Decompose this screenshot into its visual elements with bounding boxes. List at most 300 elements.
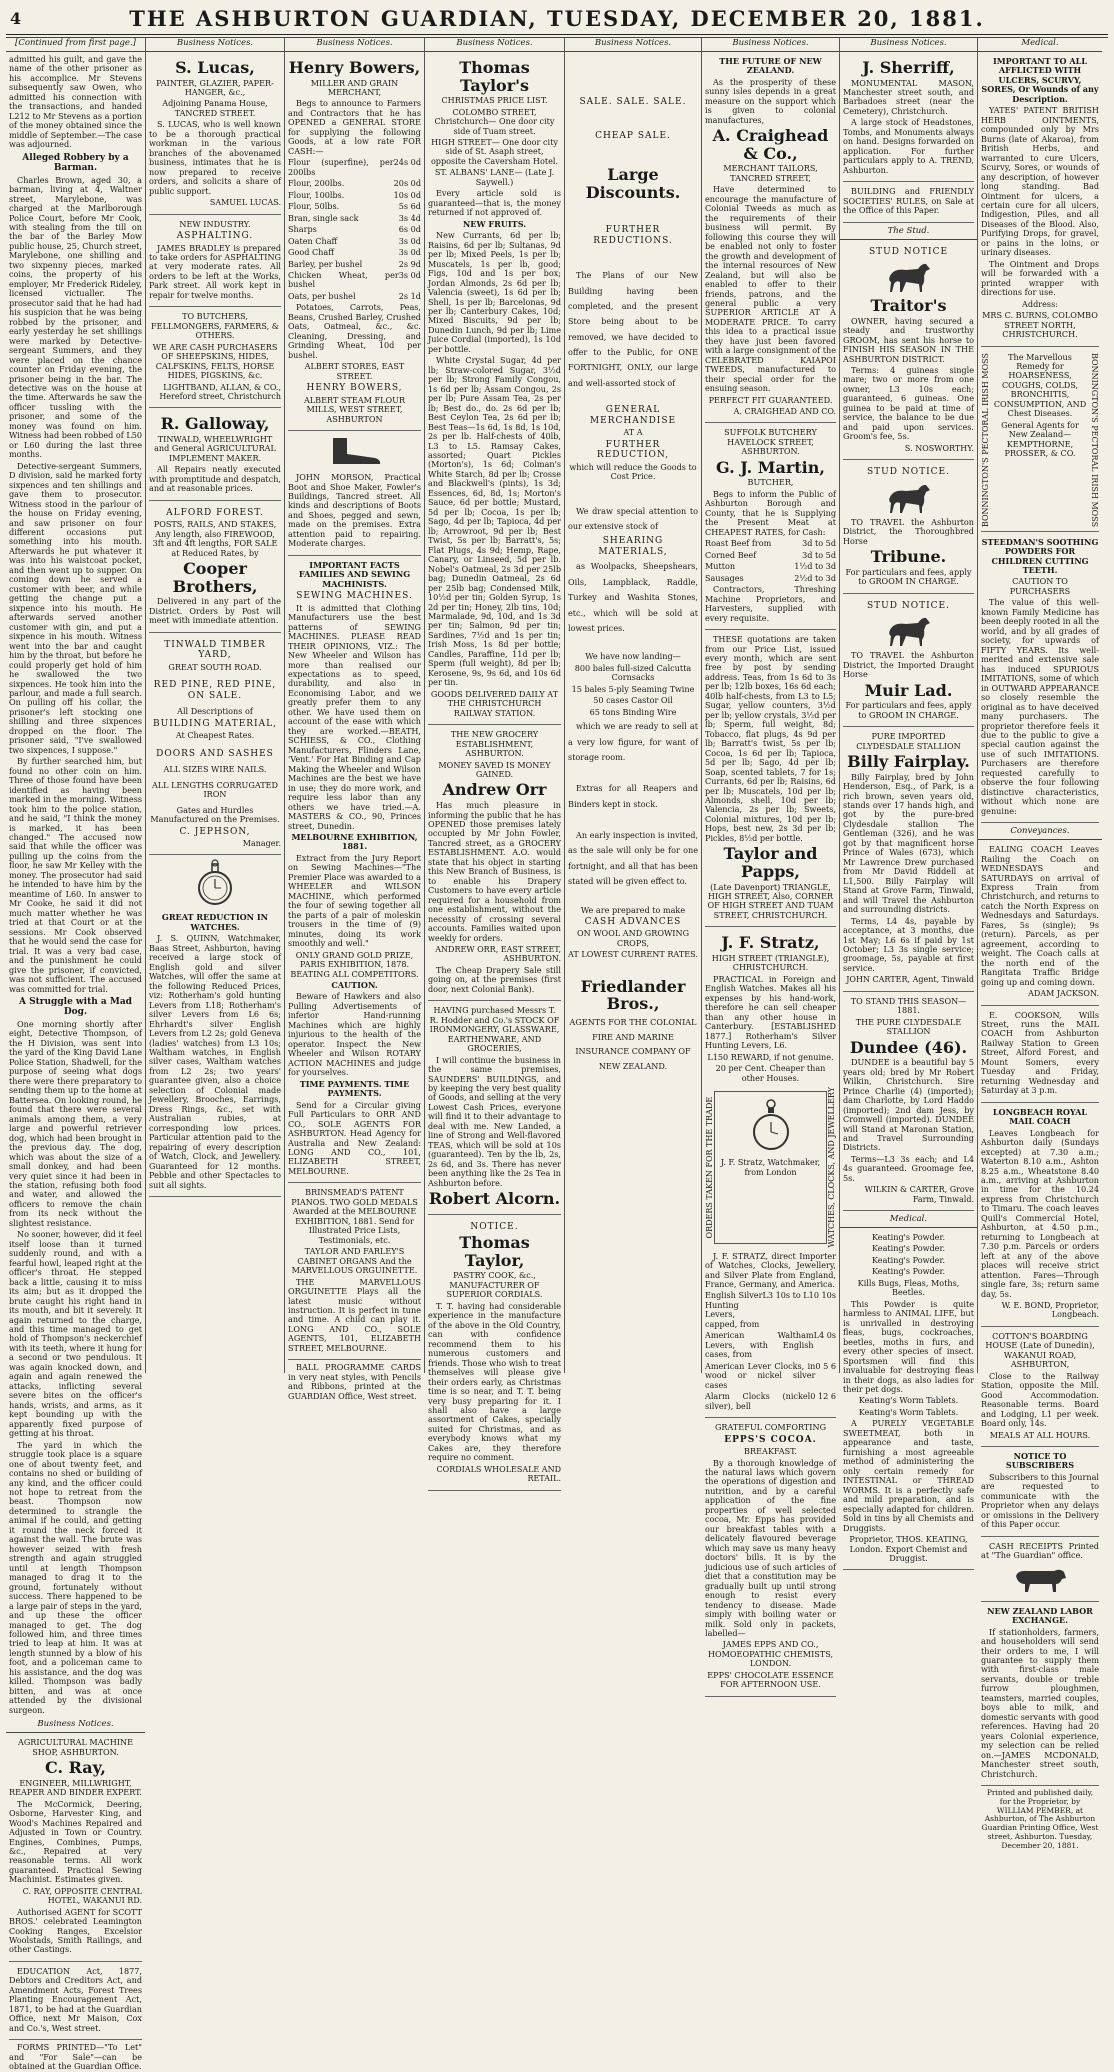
dundee-signature: WILKIN & CARTER, Grove Farm, Tinwald. (864, 1185, 974, 1204)
tribune-ad (843, 463, 974, 593)
sherriff-ad (843, 55, 974, 182)
wool-crops: ON WOOL AND GROWING CROPS, (576, 928, 690, 948)
cooper-name: Cooper Brothers, (172, 559, 258, 596)
tinwald-sub: GREAT SOUTH ROAD. (168, 661, 262, 672)
price-row-item: Oaten Chaff (288, 235, 338, 246)
grocery-saved: MONEY SAVED IS MONEY GAINED. (438, 759, 551, 779)
melbourne-body: Extract from the Jury Report on Sewing Machines—"The Premier Place was awarded to a WHEELER and WILSON MACHINE, which performed the four of sewing together all the parts of a pair of moleskin trousers in the time of (9) minutes, doing its work smoothly and well." (288, 852, 421, 949)
dundee-body: DUNDEE is a beautiful bay 5 years old; bred by Mr Robert Wilkin, Christchurch. Sire Prince Charlie (4) (imported); dam Charlotte, by Lord Haddo (imported); 2nd dam Jess, by Cromwell (imported). DUNDEE will Stand at Maronan Station, and Travel Surrounding Districts. (843, 1057, 974, 1153)
goods-delivered: GOODS DELIVERED DAILY AT THE CHRISTCHURCH RAILWAY STATION. (430, 688, 559, 718)
stratz-cheap: 20 per Cent. Cheaper than other Houses. (715, 1063, 826, 1083)
meat-price-row-price: 3d to 5d (802, 549, 836, 560)
butchers-title: TO BUTCHERS, FELLMONGERS, FARMERS, & OTHERS. (151, 311, 279, 341)
business-notices-header: Business Notices. (565, 38, 701, 52)
grocery-title: THE NEW GROCERY ESTABLISHMENT, ASHBURTON. (450, 729, 539, 759)
epps-chocolate: EPPS' CHOCOLATE ESSENCE FOR AFTERNOON USE. (707, 1669, 834, 1690)
watches-title: GREAT REDUCTION IN WATCHES. (161, 912, 269, 932)
pocket-watch-icon (751, 1096, 791, 1156)
friedlander-agents: AGENTS FOR THE COLONIAL FIRE AND MARINE INSURANCE COMPANY OF NEW ZEALAND. (569, 1017, 697, 1071)
tribune-signature: For particulars and fees, apply to GROOM IN CHARGE. (845, 566, 972, 587)
butchers-signature: LIGHTBAND, ALLAN, & CO., Hereford street, Christchurch (159, 382, 281, 401)
sewing-sub: SEWING MACHINES. (296, 591, 413, 602)
orr-ad (428, 728, 561, 1001)
price-row-item: Good Chaff (288, 247, 334, 258)
billy-ad (843, 730, 974, 992)
robbery-paragraph: By further searched him, but found no other coin on him. Three of those found have been identified as having been marked in the morning. Witness took him to the police station, and he said, "I think the money is marked, it has been changed." The accused now said that while the officer was pulling up the coins from the floor, he saw Mr Kelley with the money. The prosecutor had said he intended to have him by the meantime of L60. In answer to Mr Cooke, he said it did not much matter whether he was tried at that Court or at the sessions. Mr Cook observed that he would send the case for trial. It was a very bad case, and the punishment he could give the prisoner, if convicted, was not sufficient. The accused was committed for trial. (9, 756, 142, 994)
bowers-signature: HENRY BOWERS, (306, 383, 403, 394)
tinwald-signature: C. JEPHSON, (179, 826, 251, 837)
taylor-papps-ad (705, 633, 836, 927)
worm-line: Keating's Worm Tablets. (858, 1406, 959, 1417)
billy-title: PURE IMPORTED CLYDESDALE STALLION (856, 731, 961, 751)
price-row-item: Sharps (288, 224, 317, 235)
nz-body: As the prosperity of these sunny isles depends in a great measure on the support which is given to colonial manufactures, (705, 76, 836, 125)
stratz-watch-prices (705, 1291, 836, 1411)
bonnington-agents: General Agents for New Zealand— KEMPTHORNE, PROSSER, & CO. (1001, 419, 1079, 459)
shearing-body: as Woolpacks, Sheepshears, Oils, Lampblack, Raddle, Turkey and Washita Stones, etc., which will be sold at lowest prices. (568, 561, 698, 633)
bowers-ad (288, 55, 421, 431)
price-row-price: 2s 1d (398, 290, 421, 301)
galloway-sub: TINWALD, WHEELWRIGHT and General AGRICULTURAL IMPLEMENT MAKER. (154, 433, 276, 463)
ball-cards: BALL PROGRAMME CARDS in very neat styles, with Pencils and Ribbons, printed at the GUARDIAN Office, West street. (288, 1362, 421, 1401)
horse-icon (884, 481, 934, 515)
cray-intro: AGRICULTURAL MACHINE SHOP, ASHBURTON. (17, 1737, 133, 1757)
orr-body: Has much pleasure in informing the public that he has OPENED those premises lately occupied by Mr John Fowler, Tancred street, as a GROCERY ESTABLISHMENT. A.O. would state that his object in starting this New Branch of Business, is to enable his Drapery Customers to have every article required for a household from one establishment, without the necessity of crossing several accounts. Families waited upon weekly for orders. (428, 800, 561, 943)
cookson-body: E. COOKSON, Wills Street, runs the MAIL COACH from Ashburton Railway Station to Green Street, Alford Forest, and Mount Somers, every Tuesday and Friday, returning Wednesday and Saturday at 3 p.m. (981, 1009, 1099, 1096)
price-row-price: 2s 9d (398, 258, 421, 269)
burns-address: MRS C. BURNS, COLOMBO STREET NORTH, CHRISTCHURCH. (982, 310, 1098, 340)
keating-kills: Kills Bugs, Fleas, Moths, Beetles. (857, 1277, 960, 1298)
dog-paragraph: No sooner, however, did it feel itself loose than it turned suddenly round, and with a fearful howl, leaped right at the officer's throat. He stepped back a little, causing it to miss its aim; but as it dropped the brute caught his right hand in its mouth, and bit it severely. It again returned to the charge, and this time managed to get hold of Thompson's neckerchief with its teeth, where it hung for a second or two pendulous. It was again knocked down, and again and again renewed the attacks, inflicting several severe bites on the officer's hands, wrists, and arms, as it kept bounding up with the apparently fixed purpose of getting at his throat. (9, 1229, 142, 1439)
keating-lines (843, 1233, 974, 1277)
further-reductions: FURTHER REDUCTIONS. (593, 225, 673, 246)
martin-sub: BUTCHER, (747, 477, 794, 488)
cow-icon (1010, 1564, 1070, 1594)
price-row (288, 260, 421, 269)
price-row (288, 158, 421, 177)
lucas-signature: SAMUEL LUCAS. (209, 198, 281, 208)
traitor-signature: S. NOSWORTHY. (904, 443, 974, 453)
address-title: Address: (1022, 298, 1058, 309)
steedman-title: STEEDMAN'S SOOTHING POWDERS FOR CHILDREN CUTTING TEETH. (981, 536, 1099, 575)
hodder-ad (428, 1004, 561, 1215)
meat-price-list (705, 539, 836, 583)
bonnington-ad (981, 351, 1099, 532)
watch-price-row (705, 1291, 836, 1329)
martin-more: Contractors, Threshing Machine Proprietors, and Harvesters, supplied with every requisite. (705, 584, 836, 623)
price-row (288, 248, 421, 257)
price-row-price: 5s 6d (398, 201, 421, 212)
column-2 (146, 38, 285, 1373)
column-1 (6, 38, 146, 2072)
price-row-item: Flour (superfine), per 200lbs (288, 157, 394, 177)
landing-item: 50 cases Castor Oil (593, 695, 673, 706)
bowers-address: ALBERT STORES, EAST STREET. (304, 361, 405, 381)
stud-notice-2: STUD NOTICE. (867, 467, 950, 478)
keating-body: This Powder is quite harmless to ANIMAL LIFE, but is unrivalled in destroying fleas, bugs, cockroaches, beetles, moths in furs, and every other species of insect. Sportsmen will find this invaluable for destroying fleas in their dogs, as also ladies for their pet dogs. (843, 1298, 974, 1395)
column-3 (285, 38, 425, 1401)
meat-price-row-item: Sausages (705, 572, 744, 583)
stratz-sub: HIGH STREET (TRIANGLE), CHRISTCHURCH. (711, 953, 830, 973)
sewing-ad (288, 559, 421, 1184)
keating-line: Keating's Powder. (871, 1231, 946, 1242)
price-row (288, 225, 421, 234)
watch-price-row-item: English Silver Hunting Levers, capped, from (705, 1290, 763, 1329)
fruits-title: NEW FRUITS. (462, 218, 527, 229)
inspection-text: An early inspection is invited, as the sale will only be for one fortnight, and all that has been stated will be given effect to. (568, 830, 698, 887)
bowers-name: Henry Bowers, (288, 57, 421, 77)
watches-body: J. S. QUINN, Watchmaker, Baas Street, Ashburton, having received a large stock of English gold and silver Watches, will offer the same at the following Reduced Prices, viz: Rotherham's gold hunting Levers from L18; Rotherham's silver Levers from L6 6s; Ehrhardt's silver English Levers from L2 2s; gold Geneva (ladies' watches) from L3 10s; Waltham watches, in English silver cases, Waltham watches from L2 2s; two years' guarantee given, also a choice selection of Colonial made Jewellery, Brooches, Earrings, Dress Rings, &c., set with Australian rubies, at corresponding low prices. Particular attention paid to the repairing of every description of Watch, Clock, and Jewellery. Guaranteed for 12 months. Pebble and other Spectacles to suit all sights. (149, 933, 281, 1190)
price-row (288, 179, 421, 188)
price-row (288, 191, 421, 200)
ealing-signature: ADAM JACKSON. (1028, 989, 1099, 999)
tt-body: T. T. having had considerable experience in the manufacture of the above in the Old Country, can with confidence recommend them to his numerous customers and friends. Those who wish to treat themselves will please give their orders early, as Christmas time is so near, and T. T. being very busy preparing for it. I shall also have a large assortment of Cakes, specially suited for Christmas, and as everybody knows what my Cakes are, they therefore require no comment. (428, 1300, 561, 1463)
horse-icon (884, 260, 934, 294)
landing-item: 65 tons Binding Wire (589, 706, 677, 717)
worms-body: A PURELY VEGETABLE SWEETMEAT, both in appearance and taste, furnishing a most agreeable method of administering the only certain remedy for INTESTINAL or THREAD WORMS. It is a perfectly safe and mild preparation, and is especially adapted for children. Sold in tins by all Chemists and Druggists. (843, 1418, 974, 1533)
article-intro: admitted his guilt, and gave the name of the other prisoner as his accomplice. Mr Stevens subsequently saw Owen, who admitted his connection with the transactions, and handed L212 to Mr Stevens as a portion of the money obtained since the middle of September.—The case was adjourned. (9, 53, 142, 150)
robbery-paragraph: Detective-sergeant Summers, D division, said he marked forty sixpences and ten shillings and gave them to prosecutor. Witness stood in the parlour of the house on Friday evening, and saw prisoner on four different occasions put something into his mouth. Afterwards he put whatever it was into his waistcoat pocket, and then went up to supper. On coming down he served a customer with beer, and while getting the change put a sixpence into his mouth. He afterwards served another customer with gin, and put a sixpence in his mouth. Witness went into the bar and caught him by the throat, but before he could properly get hold of him he swallowed the two sixpences. He took him into the parlour, and made a full search. On pulling off his collar, the prisoner's left stocking one shilling and three sixpences dropped on the floor. The prisoner said, "I've swallowed two sixpences, I suppose." (9, 460, 142, 755)
newspaper-title: THE ASHBURTON GUARDIAN, TUESDAY, DECEMBER 20, 1881. (129, 6, 985, 31)
butchers-body: WE ARE CASH PURCHASERS OF SHEEPSKINS, HIDES, CALFSKINS, FELTS, HORSE HIDES, PIGSKINS, &c. (152, 341, 278, 381)
quotes-body: THESE quotations are taken from our Price List, issued every month, which are sent free by post by sending address. Teas, from 1s 6d to 3s per lb; 12lb boxes, 16s 6d each; 40lb half-chests, from L3 to L5; Sugar, yellow counters, 3½d per lb; yellow crystals, 3½d per lb; Sperm, full weight, 8d; Tobacco, flat plugs, 4s 9d per lb; Barratt's twist, 5s per lb; Cocoa, 1s 6d per lb; Tapioca, 5d per lb; Sago, 4d per lb; Soap, scented tablets, 7 for 1s; Currants, 6d per lb; Raisins, 6d per lb; Muscatels, 10d per lb; Almonds, shell, 10d per lb; Valencia, 2s per lb; Sweets, Colonial mixtures, 10d per lb; Hops, best new, 2s 3d per lb; Pickles, 8½d per bottle. (705, 634, 836, 843)
cray-name: C. Ray, (45, 1758, 106, 1778)
tribune-name: Tribune. (870, 547, 947, 567)
cheap-sale: CHEAP SALE. (595, 131, 671, 142)
bowers-sub: MILLER AND GRAIN MERCHANT, (310, 77, 399, 97)
alford-body: POSTS, RAILS, AND STAKES, Any length, also FIREWOOD, 3ft and 4ft lengths, FOR SALE at Reduced Rates, by (152, 519, 278, 558)
business-notices-header: Business Notices. (146, 38, 284, 52)
boot-icon (325, 434, 385, 468)
stratz-reward: L150 REWARD, if not genuine. (707, 1051, 834, 1062)
dundee-name: Dundee (46). (849, 1037, 968, 1057)
price-row-price: 3s 0d (398, 247, 421, 258)
stratz-watch-caption: J. F. Stratz, Watchmaker, from London (720, 1158, 821, 1177)
traitor-ad (843, 243, 974, 461)
muir-ad (843, 597, 974, 727)
taylor-guarantee: Every article sold is guaranteed—that is, the money returned if not approved of. (428, 188, 561, 218)
cooper-body: Delivered in any part of the District. Orders by Post will meet with immediate attention. (149, 596, 281, 626)
craighead-sub: MERCHANT TAILORS, TANCRED STREET, (723, 163, 818, 183)
labor-title: NEW ZEALAND LABOR EXCHANGE. (987, 1605, 1093, 1626)
meat-price-row (705, 562, 836, 571)
bonnington-remedy: The Marvellous Remedy for HOARSENESS, COUGHS, COLDS, BRONCHITIS, CONSUMPTION, AND Chest Diseases. (993, 351, 1087, 419)
stratz-body: PRACTICAL in Foreign and English Watches. Makes all his expenses by his hand-work, therefore he can sell cheaper than any other house in Canterbury. [ESTABLISHED 1877.] Rotherham's Silver Hunting Levers, L6. (705, 973, 836, 1051)
price-row (288, 202, 421, 211)
tinwald-pine: RED PINE, RED PINE, ON SALE. (153, 680, 277, 701)
keating-ad (843, 1231, 974, 1570)
sherriff-body: A large stock of Headstones, Tombs, and Monuments always on hand. Designs forwarded on application. For further particulars apply to A. TREND, Ashburton. (843, 117, 974, 175)
grocery-list: White Crystal Sugar, 4d per lb; Straw-colored Sugar, 3½d per lb; Strong Family Congou, 1s 6d per lb; Assam Congou, 2s per lb; Pure Assam Tea, 2s per lb; Best do., do. 2s 6d per lb; Best Ceylon Tea, 2s 6d per lb; Best Teas—1s 6d, 1s 8d, 1s 10d, 2s per lb. Half-chests of 40lb, L3 to L5. Ramsay Cakes, assorted; Quart Pickles (Morton's), 1s 6d; Colman's White Starch, 8d per lb; Crosse and Blackwell's (pints), 1s 3d; Essences, 6d, 8d, 1s; Morton's Sauce, 6d per bottle; Mustard, 5d per lb; Cocoa, 1s per lb; Sago, 4d per lb; Tapioca, 4d per lb; Arrowroot, 9d per lb; Best Twist, 5s per lb; Barratt's, 5s; Flat Plugs, 4s 9d; Hemp, Rape, Canary, or Linseed, 5d per lb. Nobel's Oatmeal, 2s 3d per 25lb bag; Dunedin Oatmeal, 2s 6d per 25lb bag; Condensed Milk, 10½d per tin; Golden Syrup, 1s 2d per tin; Honey, 2lb tins, 10d; Marmalade, 9d, 10d, and 1s 3d per tin; Salmon, 9d per tin; Sardines, 7½d and 1s per tin; Irish Moss, 1s 8d per bottle; Candles, Paraffine, 11d per lb; Sperm (full weight), 8d per lb; Kerosene, 9s, 9s 6d, and 10s 6d per tin. (428, 355, 561, 688)
continued-label: [Continued from first page.] (6, 38, 145, 52)
epps-signature: JAMES EPPS AND CO., HOMOEOPATHIC CHEMISTS, LONDON. (707, 1639, 834, 1669)
morson-body: JOHN MORSON, Practical Boot and Shoe Maker, Fowler's Buildings, Tancred street. All kinds and descriptions of Boots and Shoes, pegged and sewn, made on the premises. Extra attention paid to repairing. Moderate charges. (288, 472, 421, 549)
asphalting-title: NEW INDUSTRY. (179, 218, 251, 229)
orr-name: Andrew Orr (442, 780, 547, 800)
meat-price-row (705, 551, 836, 560)
longbeach-body: Leaves Longbeach for Ashburton daily (Sundays excepted) at 7.30 a.m.; Waterton 8.10 a.m., Ashton 8.25 a.m., Wheatstone 8.40 a.m., arriving at Ashburton in time for the 10.24 express from Christchurch to Timaru. The coach leaves Quill's Commercial Hotel, Ashburton, at 4.50 p.m., returning to Longbeach at 7.30 p.m. Parcels or orders left at any of the above places will receive strict attention. Fares—Through single fare, 3s; return same day, 5s. (981, 1127, 1099, 1299)
circular-body: Send for a Circular giving Full Particulars to ORR AND CO., SOLE AGENTS FOR ASHBURTON. Head Agency for Australia and New Zealand: LONG AND CO., 101, ELIZABETH STREET, MELBOURNE. (288, 1099, 421, 1176)
columns (6, 37, 1108, 2072)
melbourne-title: MELBOURNE EXHIBITION, 1881. (291, 831, 418, 852)
taylor-papps-name: Taylor and Papps, (723, 844, 818, 881)
paris-prize: ONLY GRAND GOLD PRIZE, PARIS EXHIBITION, 1878. BEATING ALL COMPETITORS. (290, 949, 419, 979)
ealing-ad (981, 843, 1099, 1005)
sherriff-name: J. Sherriff, (862, 57, 955, 77)
bonnington-vertical-right: BONNINGTON'S PECTORAL IRISH MOSS (1090, 352, 1099, 527)
tt-sub: PASTRY COOK, &c., MANUFACTURER OF SUPERIOR CORDIALS. (446, 1270, 543, 1300)
landing-item: 800 bales full-sized Calcutta Cornsacks (574, 662, 692, 683)
yates-body-2: The Ointment and Drops will be forwarded with a printed wrapper with directions for use. (981, 258, 1099, 298)
lucas-ad (149, 55, 281, 215)
steedman-body: The value of this well-known Family Medicine has been deeply rooted in all the world, and by all grades of society, for upwards of FIFTY YEARS. Its well-merited and extensive sale has induced SPURIOUS IMITATIONS, some of which in OUTWARD APPEARANCE so closely resemble the original as to have deceived many purchasers. The proprietor therefore feels it due to the public to give a special caution against the use of such IMITATIONS. Purchasers are therefore requested carefully to observe the four following distinctive characteristics, without which none are genuine: (981, 597, 1099, 816)
watch-price-row (705, 1362, 836, 1390)
cray-agent: Authorised AGENT for SCOTT BROS.' celebrated Leamington Cooking Ranges, Excelsior Woolstads, Smith Railings, and other Castings. (9, 1906, 142, 1955)
education-text: EDUCATION Act, 1877, Debtors and Creditors Act, and Amendment Acts, Forest Trees Planting Encouragement Act, 1871, to be had at the Guardian Office, next Mr Maison, Cox and Co.'s, West street. (9, 1965, 142, 2033)
epps-body: By a thorough knowledge of the natural laws which govern the operations of digestion and nutrition, and by a careful application of the fine properties of well selected cocoa, Mr. Epps has provided our breakfast tables with a delicately flavoured beverage which may save us many heavy doctors' bills. It is by the judicious use of such articles of diet that a constitution may be gradually built up until strong enough to resist every tendency to disease. Made simply with boiling water or milk. Sold only in packets, labelled— (705, 1457, 836, 1638)
dundee-ad (843, 995, 974, 1211)
price-row (288, 271, 421, 290)
cray-ad (9, 1736, 142, 1962)
taylor-sub: CHRISTMAS PRICE LIST. (441, 95, 548, 106)
taylor-address-2: HIGH STREET— One door city side of St. Asaph street, opposite the Caversham Hotel. (430, 137, 559, 166)
billy-terms: Terms, L4 4s, payable by acceptance, at 3 months, due 1st May; L6 6s if paid by 1st October; L3 3s single service; groomage, 5s, payable at first service. (843, 915, 974, 973)
dog-paragraph: The yard in which the struggle took place is a square one of about twenty feet, and contains no shed or building of any kind, and the officer could not hope to retreat from the beast. Thompson now determined to strangle the animal if he could, and getting it round the neck forced it against the wall. The brute was however seized with fresh strength and again struggled until at length Thompson managed to drag it to the ground, fortunately without success. There happened to be a large pair of steps in the yard, and up these the officer managed to get. The dog followed him, and three times tried to leap at him. It was at length stunned by a blow of his foot, and a policeman came to his assistance, and the dog was killed. Thompson was badly bitten, and was at once attended by the divisional surgeon. (9, 1439, 142, 1715)
price-row-price: 10s 0d (393, 189, 421, 200)
subscribers-ad (981, 1450, 1099, 1537)
brinsmead-ad (288, 1186, 421, 1360)
morson-ad (288, 471, 421, 556)
craighead-body: Have determined to encourage the manufacture of Colonial Tweeds as much as the requirements of their business will permit. By following this course they will be enabled not only to foster the growth and development of the internal resources of New Zealand, but will also be enabled to offer to their friends, patrons, and the general public a very SUPERIOR ARTICLE AT A MODERATE PRICE. To carry this idea to a practical issue they have just been favored with a large consignment of the CELEBRATED KAIAPOI TWEEDS, manufactured to their special order for the ensuing season. (705, 184, 836, 394)
medical-header: Medical. (978, 38, 1102, 52)
stud-header: The Stud. (840, 226, 977, 240)
friedlander-name: Friedlander Bros., (580, 976, 686, 1014)
robbery-headline: Alleged Robbery by a Barman. (22, 152, 129, 174)
muir-body: TO TRAVEL the Ashburton District, the Imported Draught Horse (843, 650, 974, 680)
watch-price-row-price: L3 10s to L10 10s (762, 1290, 836, 1301)
stratz-watch-box (714, 1091, 826, 1243)
column-7 (840, 38, 978, 1563)
tinwald-sizes: ALL SIZES WIRE NAILS. (163, 764, 267, 775)
worm-line: Keating's Worm Tablets. (858, 1395, 959, 1406)
draw-attention: We draw special attention to our extensive stock of (568, 505, 698, 532)
billy-signature: JOHN CARTER, Agent, Tinwald (846, 975, 974, 985)
stratz-ad (705, 930, 836, 1418)
stratz-vertical-left: ORDERS TAKEN FOR THE TRADE (705, 1096, 714, 1239)
asphalting-body: JAMES BRADLEY is prepared to take orders for ASPHALTING at very moderate rates. All orders to be left at the Works, Park street. All work kept in repair for twelve months. (149, 242, 281, 300)
alcorn-name: Robert Alcorn. (428, 1189, 561, 1209)
bowers-more: Potatoes, Carrots, Peas, Beans, Crushed Barley, Crushed Oats, Oatmeal, &c., &c. Cleaning, Dressing, and Grinding Wheat, 10d per bushel. (288, 302, 421, 360)
price-row-item: Bran, single sack (288, 212, 359, 223)
meat-price-row-price: 3d to 5d (802, 538, 836, 549)
longbeach-signature: W. E. BOND, Proprietor, Longbeach. (1001, 1301, 1099, 1320)
lucas-address: Adjoining Panama House, TANCRED STREET. (162, 98, 268, 118)
labor-body: If stationholders, farmers, and householders will send their orders to me, I will guarantee to supply them with first-class male servants, double or treble furrow ploughmen, teamsters, married couples, boys able to milk, and domestic servants with good references. Having had 20 years Colonial experience, my selection can be relied on.—JAMES MCDONALD, Manchester street south, Christchurch. (981, 1626, 1099, 1779)
cotton-ad (981, 1330, 1099, 1447)
traitor-body: OWNER, having secured a steady and trustworthy GROOM, has sent his horse to FINISH HIS SEASON IN THE ASHBURTON DISTRICT. (843, 315, 974, 364)
epps-ad (705, 1421, 836, 1697)
billy-name: Billy Fairplay. (847, 751, 970, 771)
cray-body: The McCormick, Deering, Osborne, Harvester King, and Wood's Machines Repaired and Adjusted in Town or Country. Engines, Combines, Pumps, &c., Repaired at very reasonable terms. All work guaranteed. Practical Sewing Machinist. Estimates given. (9, 1798, 142, 1885)
taylor-name: Thomas Taylor's (459, 57, 530, 95)
cookson-ad (981, 1009, 1099, 1103)
price-row-price: 24s 0d (393, 157, 421, 168)
column-6 (702, 38, 840, 1690)
nz-title: THE FUTURE OF NEW ZEALAND. (719, 55, 822, 76)
tinwald-desc: All Descriptions of (177, 706, 253, 717)
bowers-price-list (288, 158, 421, 301)
cost-price: which will reduce the Goods to Cost Price. (569, 461, 697, 482)
landing-title: We have now landing— (585, 651, 681, 662)
price-row-item: Flour, 50lbs. (288, 201, 340, 212)
orr-cash: The Cheap Drapery Sale still going on, at the premises (first door, next Colonial Bank). (428, 964, 561, 994)
column-5 (565, 38, 702, 1373)
asphalting-sub: ASPHALTING. (176, 230, 254, 241)
meat-price-row-price: 1½d to 3d (794, 561, 836, 572)
at-a: AT A (623, 427, 643, 438)
martin-ad (705, 426, 836, 630)
craighead-fit: PERFECT FIT GUARANTEED. (708, 394, 833, 405)
stratz-import: J. F. STRATZ, direct Importer of Watches, Clocks, Jewellery, and Silver Plate from England, France, Germany, and America. (705, 1250, 836, 1289)
price-row-price: 20s 0d (393, 178, 421, 189)
caution-title: CAUTION. (331, 980, 378, 990)
stud-notice-3: STUD NOTICE. (867, 600, 950, 611)
tinwald-doors: DOORS AND SASHES (156, 748, 274, 759)
keating-line: Keating's Powder. (871, 1243, 946, 1254)
fruits-list: New Currants, 6d per lb; Raisins, 6d per lb; Sultanas, 9d per lb; Mixed Peels, 1s per lb; Muscatels, 1s per lb, good; Figs, 10d and 1s per box; Jordan Almonds, 2s 6d per lb; Valencia (sweet), 1s 6d per lb; Shell, 1s per lb; Barcelonas, 9d per lb; Canterbury Cakes, 10d; Mixed Biscuits, 9d per lb; Dunedin Lunch, 9d per lb; Lime Juice Cordial (imported), 1s 10d per bottle. (428, 230, 561, 354)
column-4 (425, 38, 565, 1484)
muir-name: Muir Lad. (864, 680, 953, 700)
keating-signature: Proprietor, THOS. KEATING, London. Export Chemist and Druggist. (849, 1534, 968, 1563)
bowers-body: Begs to announce to Farmers and Contractors that he has OPENED a GENERAL STORE for supplying the following Goods, at a low rate FOR CASH:— (288, 98, 421, 156)
dundee-terms: Terms—L3 3s each; and L4 4s guaranteed. Groomage fee, 5s. (843, 1153, 974, 1183)
meat-price-row-price: 2½d to 3d (794, 572, 836, 583)
landing-items (568, 664, 698, 717)
hodder-title: HAVING purchased Messrs T. R. Hodder and Co.'s STOCK OF IRONMONGERY, GLASSWARE, EARTHENWARE, AND GROCERIES, (429, 1005, 560, 1054)
cray-sub: ENGINEER, MILLWRIGHT, REAPER AND BINDER EXPERT. (9, 1777, 142, 1798)
traitor-terms: Terms: 4 guineas single mare; two or more from one owner, L3 10s each; guaranteed, 6 guineas. One guinea to be paid at time of service, the balance to be due and paid upon services. Groom's fee, 5s. (843, 365, 974, 442)
labor-ad (981, 1605, 1099, 1786)
tt-signature: CORDIALS WHOLESALE AND RETAIL. (436, 1464, 561, 1484)
price-row-price: 3s 4d (398, 212, 421, 223)
cotton-title: COTTON'S BOARDING HOUSE (Late of Dunedin), WAKANUI ROAD, ASHBURTON, (985, 1330, 1095, 1370)
meat-price-row (705, 539, 836, 548)
taylor-address-3: ST. ALBANS' LANE— (Late J. Saywell.) (434, 167, 555, 187)
martin-body: Begs to inform the Public of Ashburton Borough and County, that he is Supplying the Present Meat at CHEAPEST RATES, for Cash: (705, 488, 836, 537)
watch-price-row-price: L4 0s (813, 1330, 836, 1341)
further-reduction: FURTHER REDUCTION, (596, 439, 670, 461)
price-row-item: Flour, 200lbs. (288, 178, 345, 189)
notice-subscribers: NOTICE TO SUBSCRIBERS (1005, 1450, 1075, 1471)
masthead (6, 4, 1108, 35)
sewing-title: IMPORTANT FACTS FAMILIES AND SEWING MACHINISTS. (298, 559, 411, 589)
business-notices-header: Business Notices. (425, 38, 564, 52)
orr-signature: ANDREW ORR, EAST STREET, ASHBURTON. (435, 945, 561, 964)
business-notices-header: Business Notices. (285, 38, 424, 52)
taylor-papps-sub: (Late Davenport) TRIANGLE, HIGH STREET, Also, CORNER OF HIGH STREET AND TUAM STREET, CHRISTCHURCH. (707, 881, 834, 920)
tt-name: Thomas Taylor, (459, 1233, 530, 1270)
notice-body: Subscribers to this Journal are requested to communicate with the Proprietor when any delays or omissions in the Delivery of this Paper occur. (981, 1471, 1099, 1530)
cash-advances: CASH ADVANCES (584, 916, 682, 927)
tinwald-ad (149, 636, 281, 856)
price-row-price: 3s 0d (398, 269, 421, 280)
watch-price-row-price: 0 5 6 (815, 1360, 836, 1371)
tinwald-role: Manager. (242, 839, 281, 849)
keating-line: Keating's Powder. (871, 1266, 946, 1277)
forms-text: FORMS PRINTED—"To Let" and "For Sale"—can be obtained at the Guardian Office. (9, 2042, 142, 2072)
sherriff-sub: MONUMENTAL MASON, Manchester street south, and Barbadoes street (near the Cemetery), Christchurch. (843, 77, 974, 116)
brinsmead-body: BRINSMEAD'S PATENT PIANOS. TWO GOLD MEDALS Awarded at the MELBOURNE EXHIBITION, 1881. Send for Illustrated Price Lists, Testimonials, etc. (291, 1187, 418, 1245)
tinwald-cheapest: At Cheapest Rates. (175, 730, 255, 741)
craighead-ad (705, 55, 836, 424)
cash-receipts-ad (981, 1540, 1099, 1602)
cotton-meals: MEALS AT ALL HOURS. (989, 1429, 1091, 1440)
alford-title: ALFORD FOREST. (166, 507, 264, 518)
price-row-price: 3s 0d (398, 235, 421, 246)
traitor-name: Traitor's (870, 296, 947, 316)
watch-price-row-item: Alarm Clocks (nickel silver), bell (705, 1391, 811, 1411)
stratz-name: J. F. Stratz, (721, 933, 820, 953)
steedman-caution: CAUTION TO PURCHASERS (1009, 576, 1071, 596)
stratz-watch-block (705, 1087, 836, 1247)
keating-line: Keating's Powder. (871, 1254, 946, 1265)
price-row-price: 6s 0d (398, 224, 421, 235)
dundee-sub: THE PURE CLYDESDALE STALLION (855, 1016, 962, 1037)
bowers-signature-address: ALBERT STEAM FLOUR MILLS, WEST STREET, ASHBURTON (303, 394, 406, 424)
watch-price-row-item: American Waltham Levers, with English cases, from (705, 1330, 814, 1360)
horse-icon (884, 614, 934, 648)
cray-signature: C. RAY, OPPOSITE CENTRAL HOTEL, WAKANUI RD. (22, 1886, 142, 1906)
price-row (288, 292, 421, 301)
taylor-ad (428, 55, 561, 725)
price-row-item: Oats, per bushel (288, 290, 356, 301)
galloway-ad (149, 411, 281, 500)
watch-price-row-price: 0 12 6 (810, 1391, 836, 1402)
bonnington-vertical-left: BONNINGTON'S PECTORAL IRISH MOSS (981, 352, 990, 527)
time-payments: TIME PAYMENTS. TIME PAYMENTS. (299, 1078, 410, 1099)
martin-name: G. J. Martin, (716, 457, 825, 477)
lucas-body: S. LUCAS, who is well known to be a thorough practical workman in the various branches of the abovenamed business, intimates that he is now prepared to receive orders, and solicits a share of public support. (149, 119, 281, 196)
worm-lines (843, 1396, 974, 1417)
longbeach-ad (981, 1106, 1099, 1327)
shearing-materials: SHEARING MATERIALS, (598, 536, 668, 557)
longbeach-title: LONGBEACH ROYAL MAIL COACH (992, 1106, 1088, 1127)
extras-text: Extras for all Reapers and Binders kept in stock. (568, 783, 698, 809)
building-text: BUILDING and FRIENDLY SOCIETIES' RULES, on Sale at the Office of this Paper. (843, 186, 974, 216)
steedman-ad (981, 536, 1099, 824)
watches-ad (149, 911, 281, 1197)
tt-ad (428, 1218, 561, 1491)
cash-receipts: CASH RECEIPTS Printed at "The Guardian" office. (981, 1540, 1099, 1561)
education-ad (9, 1965, 142, 2040)
dog-paragraph: One morning shortly after eight, Detective Thompson, of the H Division, was sent into the yard of the King David Lane Police Station, Shadwell, for the purpose of seeing what dogs there were there preparatory to sending them up to the home at Battersea. On looking round, he found that there were several animals among them, a very large and powerful retriever dog, which had been brought in the previous day. The dog, which was about the size of a small donkey, and had been very quiet since it had been in the station, refusing both food and water, and allowed the officers to remove the chain from its neck without the slightest resistance. (9, 1019, 142, 1228)
craighead-name: A. Craighead & Co., (712, 126, 829, 163)
landing-item: 15 bales 5-ply Seaming Twine (571, 683, 695, 694)
watch-price-row (705, 1392, 836, 1411)
building-ad (843, 185, 974, 222)
business-notices-header: Business Notices. (6, 1719, 145, 1733)
meat-price-row-item: Mutton (705, 561, 736, 572)
taylor-address-1: COLOMBO STREET, Christchurch— One door city side of Tuam street. (434, 106, 555, 136)
epps-name: EPPS'S COCOA. (724, 1434, 817, 1445)
ealing-body: EALING COACH Leaves Railing the Coach on WEDNESDAYS and SATURDAYS on arrival of Express Train from Christchurch, and returns to catch the North Express on Wednesdays and Saturdays. Fares, 5s (single); 9s (return). Parcels, as per agreement, according to weight. The Coach calls at the north end of the Rangitata Traffic Bridge going up and coming down. (981, 844, 1099, 987)
general-merchandise: GENERAL MERCHANDISE (589, 405, 677, 426)
galloway-name: R. Galloway, (160, 414, 270, 434)
lucas-sub: PAINTER, GLAZIER, PAPER-HANGER, &c., (156, 77, 274, 97)
orguinette-body: THE MARVELLOUS ORGUINETTE Plays all the latest music without instruction. It is perfect in tune and time. A child can play it. LONG AND CO., SOLE AGENTS, 101, ELIZABETH STREET, MELBOURNE. (288, 1276, 421, 1353)
watch-price-row-item: American Lever Clocks, in wood or nickel silver cases (705, 1360, 816, 1390)
craighead-signature: A. CRAIGHEAD AND CO. (733, 407, 836, 417)
